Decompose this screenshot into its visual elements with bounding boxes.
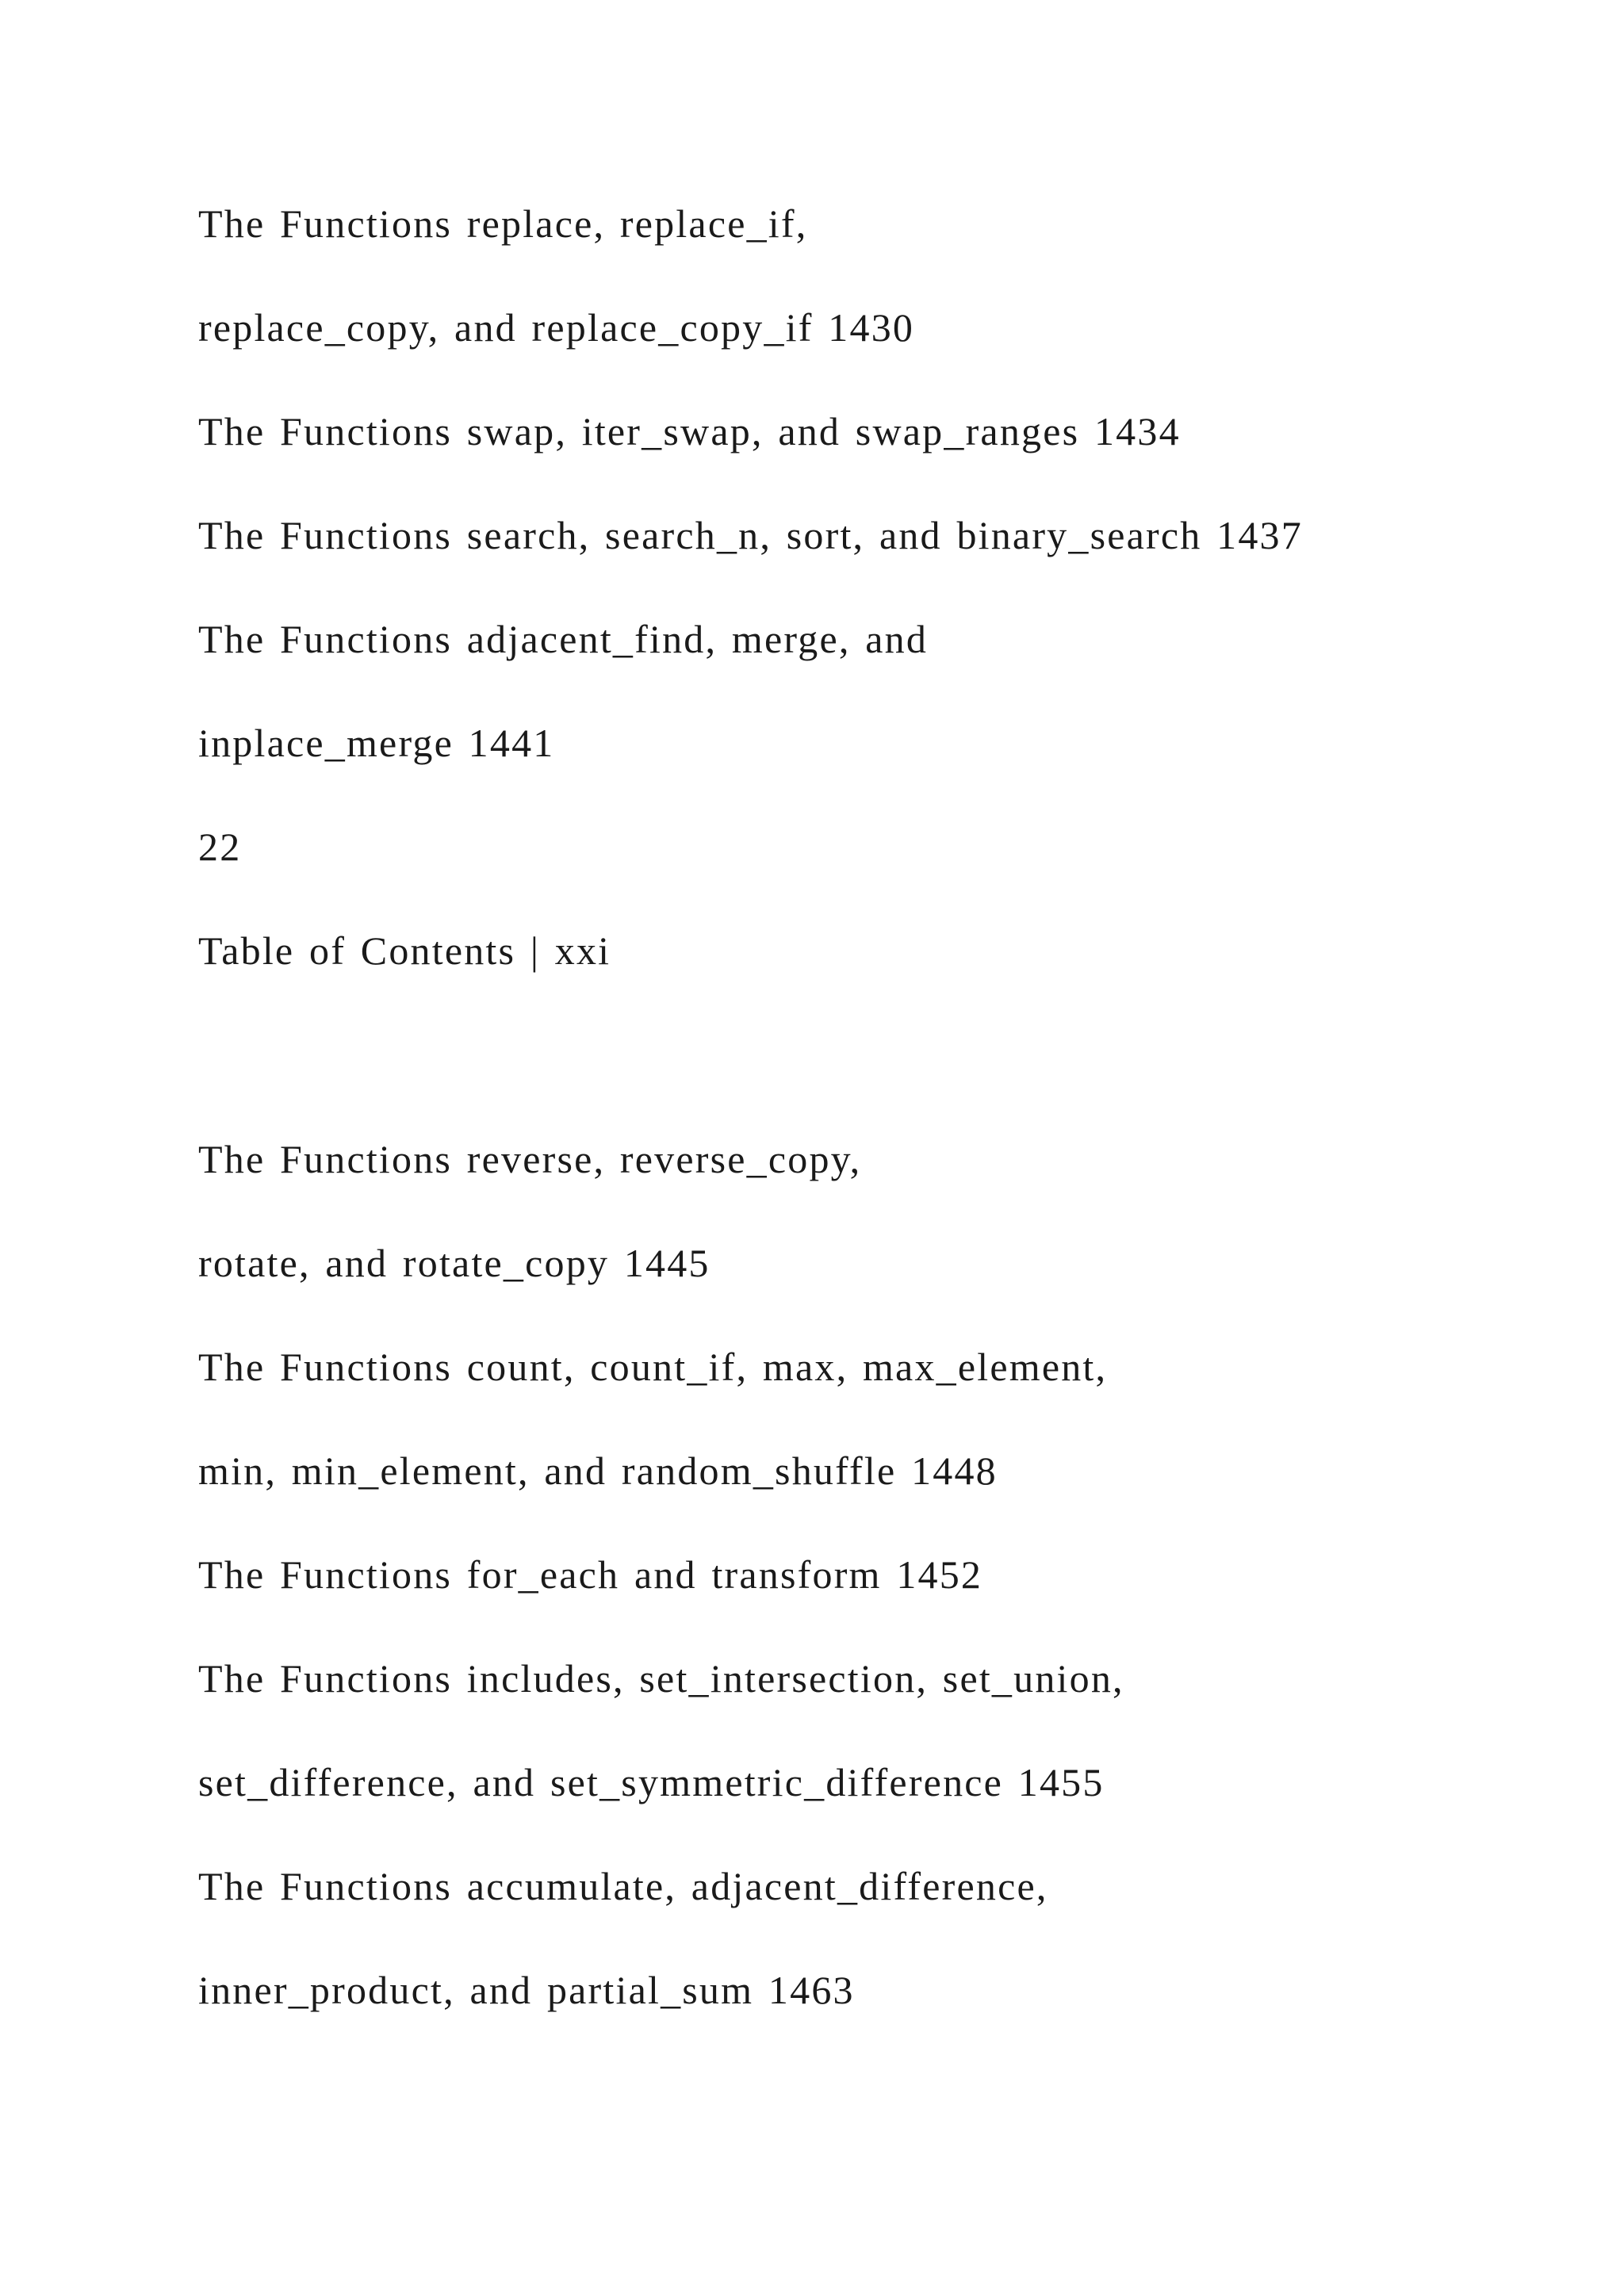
- toc-entry-reverse-line1: The Functions reverse, reverse_copy,: [198, 1137, 862, 1181]
- toc-entry-accumulate-line1: The Functions accumulate, adjacent_difference,: [198, 1864, 1048, 1908]
- chapter-number: 22: [198, 825, 242, 869]
- running-footer: Table of Contents | xxi: [198, 928, 611, 973]
- toc-entry-accumulate-line2: inner_product, and partial_sum 1463: [198, 1968, 855, 2012]
- toc-entry-includes-line1: The Functions includes, set_intersection, set_union,: [198, 1656, 1124, 1701]
- toc-entry-replace-line1: The Functions replace, replace_if,: [198, 201, 808, 246]
- toc-entry-search: The Functions search, search_n, sort, and binary_search 1437: [198, 513, 1303, 557]
- toc-entry-count-line1: The Functions count, count_if, max, max_element,: [198, 1345, 1108, 1389]
- toc-entry-swap: The Functions swap, iter_swap, and swap_ranges 1434: [198, 409, 1181, 453]
- toc-entry-for-each: The Functions for_each and transform 1452: [198, 1552, 983, 1597]
- toc-entry-includes-line2: set_difference, and set_symmetric_difference 1455: [198, 1760, 1105, 1804]
- toc-entry-count-line2: min, min_element, and random_shuffle 1448: [198, 1448, 998, 1493]
- toc-entry-adjacent-find-line1: The Functions adjacent_find, merge, and: [198, 617, 929, 661]
- toc-entry-replace-line2: replace_copy, and replace_copy_if 1430: [198, 305, 915, 350]
- toc-entry-adjacent-find-line2: inplace_merge 1441: [198, 721, 555, 765]
- toc-entry-reverse-line2: rotate, and rotate_copy 1445: [198, 1241, 710, 1285]
